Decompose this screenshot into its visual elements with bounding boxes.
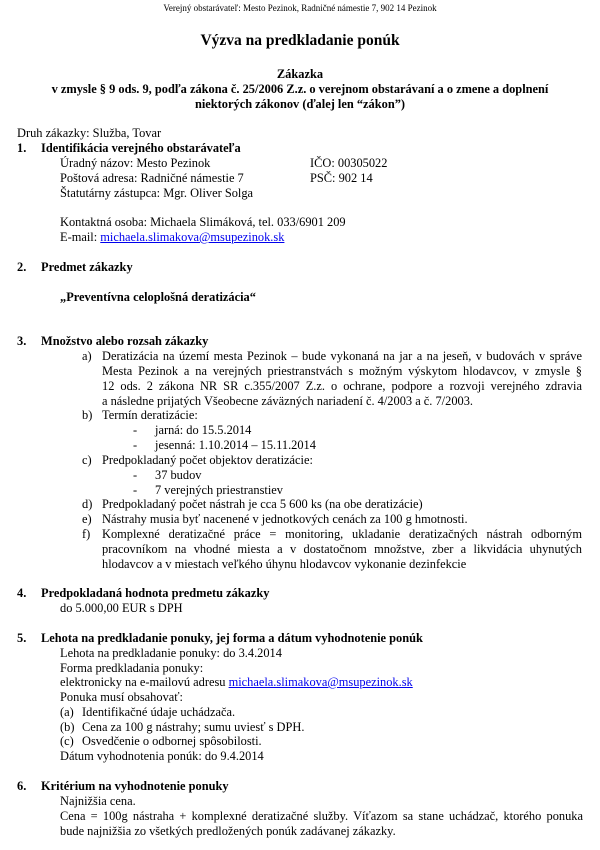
- lowest-price: Najnižšia cena.: [60, 794, 136, 808]
- section-4-number: 4.: [17, 586, 27, 600]
- offer-item-a-text: Identifikačné údaje uchádzača.: [82, 705, 236, 719]
- zakazka-heading: [0, 67, 600, 112]
- term-autumn: jesenná: 1.10.2014 – 15.11.2014: [155, 438, 316, 452]
- section-3-number: 3.: [17, 334, 27, 348]
- offer-item-c-text: Osvedčenie o odbornej spôsobilosti.: [82, 734, 262, 748]
- item-b-marker: b): [82, 408, 93, 422]
- section-6-number: 6.: [17, 779, 27, 793]
- zakazka-legal-line-1: v zmysle § 9 ods. 9, podľa zákona č. 25/2006 Z.z. o verejnom obstarávaní a o zmene a doplnení: [51, 82, 549, 96]
- offer-item-c-marker: (c): [60, 734, 74, 748]
- section-2-title: Predmet zákazky: [41, 260, 133, 274]
- item-c-text: Predpokladaný počet objektov deratizácie:: [102, 453, 313, 467]
- item-f-line-2: pracovníkom na vhodné miesta a v dostatočnom množstve, zber a likvidácia uhynutých: [102, 542, 582, 556]
- item-a-line-2: Mesta Pezinok a na verejných priestranstvách s možným výskytom hlodavcov, v zmysle §: [102, 364, 582, 378]
- section-5-number: 5.: [17, 631, 27, 645]
- count-buildings: 37 budov: [155, 468, 202, 482]
- dash: -: [133, 483, 138, 497]
- zakazka-label: Zákazka: [276, 67, 324, 81]
- contact-person: Kontaktná osoba: Michaela Slimáková, tel. 033/6901 209: [60, 215, 346, 229]
- section-6-title: Kritérium na vyhodnotenie ponuky: [41, 779, 229, 793]
- item-f-line-3: hlodavcov a v miestach veľkého úhynu hlodavcov vykonanie dezinfekcie: [102, 557, 467, 571]
- item-a-line-3: 12 ods. 2 zákona NR SR c.355/2007 Z.z. o ochrane, podpore a rozvoji verejného zdravia: [102, 379, 582, 393]
- item-f-line-1: Komplexné deratizačné práce = monitoring, ukladanie deratizačných nástrah odborným: [102, 527, 582, 541]
- section-2-number: 2.: [17, 260, 27, 274]
- offer-contents-label: Ponuka musí obsahovať:: [60, 690, 183, 704]
- submission-deadline: Lehota na predkladanie ponuky: do 3.4.2014: [60, 646, 282, 660]
- subject-of-contract: „Preventívna celoplošná deratizácia“: [60, 290, 256, 304]
- druh-zakazky: Druh zákazky: Služba, Tovar: [17, 126, 162, 140]
- section-3-title: Množstvo alebo rozsah zákazky: [41, 334, 209, 348]
- submission-email-line: [60, 675, 413, 690]
- email-line: [60, 230, 284, 245]
- email-label: E-mail:: [60, 230, 101, 244]
- item-e-text: Nástrahy musia byť nacenené v jednotkových cenách za 100 g hmotnosti.: [102, 512, 468, 526]
- term-spring: jarná: do 15.5.2014: [155, 423, 252, 437]
- submission-email-text: elektronicky na e-mailovú adresu: [60, 675, 229, 689]
- dash: -: [133, 423, 138, 437]
- submission-email-link[interactable]: michaela.slimakova@msupezinok.sk: [228, 675, 413, 689]
- section-4-title: Predpokladaná hodnota predmetu zákazky: [41, 586, 270, 600]
- section-5-title: Lehota na predkladanie ponuky, jej forma a dátum vyhodnotenie ponúk: [41, 631, 423, 645]
- estimated-value: do 5.000,00 EUR s DPH: [60, 601, 183, 615]
- section-1-number: 1.: [17, 141, 27, 155]
- criterion-line-2: bude najnižšia zo všetkých predložených ponúk zadávanej zákazky.: [60, 824, 396, 838]
- statutory-representative: Štatutárny zástupca: Mgr. Oliver Solga: [60, 186, 254, 200]
- item-a-line-1: Deratizácia na území mesta Pezinok – bude vykonaná na jar a na jeseň, v budovách v správe: [102, 349, 582, 363]
- item-a-marker: a): [82, 349, 92, 363]
- item-b-text: Termín deratizácie:: [102, 408, 198, 422]
- zakazka-legal-line-2: niektorých zákonov (ďalej len “zákon”): [194, 97, 406, 111]
- item-d-marker: d): [82, 497, 93, 511]
- document-header: Verejný obstarávateľ: Mesto Pezinok, Radničné námestie 7, 902 14 Pezinok: [163, 3, 437, 13]
- official-name: Úradný názov: Mesto Pezinok: [60, 156, 211, 170]
- ico: IČO: 00305022: [310, 156, 388, 170]
- criterion-line-1: Cena = 100g nástraha + komplexné deratizačné služby. Víťazom sa stane uchádzač, ktorého ponuka: [60, 809, 583, 823]
- count-public-spaces: 7 verejných priestranstiev: [155, 483, 283, 497]
- offer-item-b-text: Cena za 100 g nástrahy; sumu uviesť s DPH.: [82, 720, 305, 734]
- offer-item-a-marker: (a): [60, 705, 74, 719]
- dash: -: [133, 438, 138, 452]
- section-1-title: Identifikácia verejného obstarávateľa: [41, 141, 241, 155]
- postal-code: PSČ: 902 14: [310, 171, 373, 185]
- evaluation-date: Dátum vyhodnotenia ponúk: do 9.4.2014: [60, 749, 264, 763]
- item-f-marker: f): [82, 527, 91, 541]
- item-a-line-4: a následne prijatých Všeobecne záväzných nariadení č. 4/2003 a č. 7/2003.: [102, 394, 473, 408]
- document-title: Výzva na predkladanie ponúk: [200, 32, 400, 49]
- postal-address: Poštová adresa: Radničné námestie 7: [60, 171, 244, 185]
- offer-item-b-marker: (b): [60, 720, 75, 734]
- submission-form-label: Forma predkladania ponuky:: [60, 661, 204, 675]
- item-e-marker: e): [82, 512, 92, 526]
- contact-email-link[interactable]: michaela.slimakova@msupezinok.sk: [100, 230, 285, 244]
- dash: -: [133, 468, 138, 482]
- item-d-text: Predpokladaný počet nástrah je cca 5 600 ks (na obe deratizácie): [102, 497, 423, 511]
- item-c-marker: c): [82, 453, 92, 467]
